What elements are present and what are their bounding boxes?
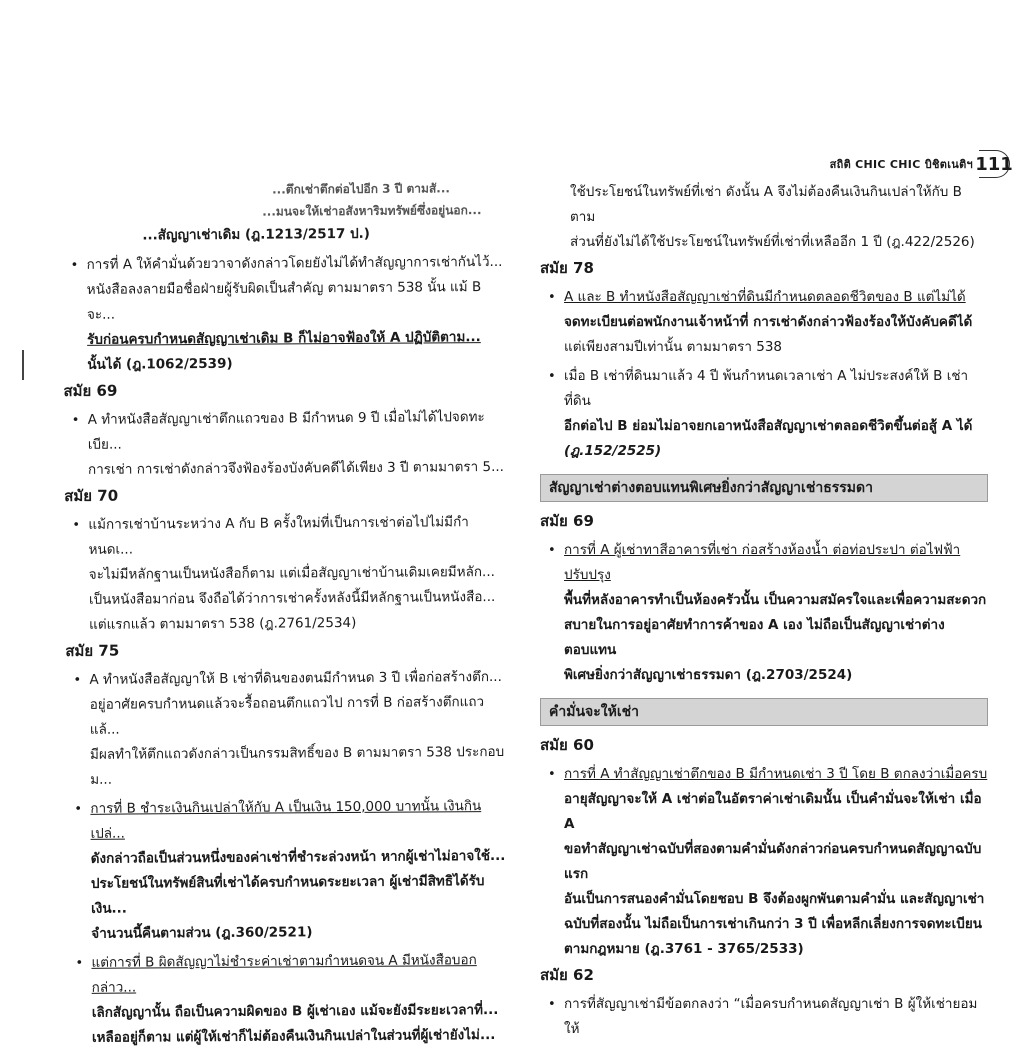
item-line: A และ B ทำหนังสือสัญญาเช่าที่ดินมีกำหนดตลอดชีวิตของ B แต่ไม่ได้	[564, 289, 966, 305]
section-title-box: คำมั่นจะให้เช่า	[540, 698, 988, 726]
page-number: 111	[979, 150, 1010, 178]
list-item	[540, 538, 988, 688]
text-fragment: ...สัญญาเช่าเดิม (ฎ.1213/2517 ป.)	[142, 225, 371, 244]
item-line: ขอทำสัญญาเช่าฉบับที่สองตามคำมั่นดังกล่าวก่อนครบกำหนดสัญญาฉบับแรก	[564, 841, 982, 882]
margin-mark	[22, 350, 24, 380]
item-line: การที่สัญญาเช่ามีข้อตกลงว่า “เมื่อครบกำหนดสัญญาเช่า B ผู้ให้เช่ายอมให้	[564, 996, 978, 1037]
item-line: การเช่า การเช่าดังกล่าวจึงฟ้องร้องบังคับคดีได้เพียง 3 ปี ตามมาตรา 5...	[87, 458, 505, 478]
bullet-icon: •	[548, 767, 556, 782]
item-line: พื้นที่หลังอาคารทำเป็นห้องครัวนั้น เป็นความสมัครใจและเพื่อความสะดวก	[564, 592, 987, 608]
item-line: ฉบับที่สองนั้น ไม่ถือเป็นการเช่าเกินกว่า 3 ปี เพื่อหลีกเลี่ยงการจดทะเบียน	[564, 916, 982, 932]
section-heading: สมัย 60	[540, 736, 594, 754]
list-item	[64, 405, 505, 483]
bullet-icon: •	[548, 997, 556, 1012]
list-item	[540, 364, 988, 464]
item-line: A ทำหนังสือสัญญาเช่าตึกแถวของ B มีกำหนด 9 ปี เมื่อไม่ได้ไปจดทะเบีย...	[87, 409, 485, 453]
section-heading: สมัย 62	[540, 966, 594, 984]
item-line: ตามกฎหมาย (ฎ.3761 - 3765/2533)	[564, 941, 804, 957]
item-line: แต่เพียงสามปีเท่านั้น ตามมาตรา 538	[564, 339, 782, 355]
bullet-icon: •	[72, 517, 81, 533]
item-line: ประโยชน์ในทรัพย์สินที่เช่าได้ครบกำหนดระยะเวลา ผู้เช่ามีสิทธิได้รับเงิน...	[90, 873, 485, 917]
section-heading: สมัย 78	[540, 259, 594, 277]
text-fragment: ...ตึกเช่าตึกต่อไปอีก 3 ปี ตามสั...	[272, 181, 450, 197]
item-line: ใช้ประโยชน์ในทรัพย์ที่เช่า ดังนั้น A จึงไม่ต้องคืนเงินกินเปล่าให้กับ B ตาม	[570, 184, 962, 225]
section-heading: สมัย 69	[540, 512, 594, 530]
item-line: จดทะเบียนต่อพนักงานเจ้าหน้าที่ การเช่าดังกล่าวฟ้องร้องให้บังคับคดีได้	[564, 314, 973, 330]
running-title: สถิติ CHIC CHIC บิชิตเนติฯ	[829, 158, 973, 171]
section-heading: สมัย 69	[63, 381, 118, 400]
item-line: รับก่อนครบกำหนดสัญญาเช่าเดิม B ก็ไม่อาจฟ้องให้ A ปฏิบัติตาม...	[87, 329, 481, 348]
item-line: แต่แรกแล้ว ตามมาตรา 538 (ฎ.2761/2534)	[89, 614, 357, 633]
section-heading: สมัย 75	[65, 641, 120, 660]
bullet-icon: •	[548, 369, 556, 384]
section-heading: สมัย 70	[64, 486, 119, 505]
list-item	[540, 285, 988, 360]
text-fragment: ...มนจะให้เช่าอสังหาริมทรัพย์ซึ่งอยู่นอก...	[262, 203, 482, 219]
list-item	[63, 250, 504, 378]
bullet-icon: •	[70, 257, 79, 273]
item-line: เมื่อ B เช่าที่ดินมาแล้ว 4 ปี พ้นกำหนดเวลาเช่า A ไม่ประสงค์ให้ B เช่าที่ดิน	[564, 368, 969, 409]
running-header	[829, 150, 1013, 178]
item-line: เหลืออยู่ก็ตาม แต่ผู้ให้เช่าก็ไม่ต้องคืนเงินกินเปล่าในส่วนที่ผู้เช่ายังไม่...	[91, 1026, 496, 1046]
item-line: ดังกล่าวถือเป็นส่วนหนึ่งของค่าเช่าที่ชำระล่วงหน้า หากผู้เช่าไม่อาจใช้...	[90, 847, 506, 867]
item-line: อยู่อาศัยครบกำหนดแล้วจะรื้อถอนตึกแถวไป การที่ B ก่อสร้างตึกแถวแล้...	[89, 694, 485, 738]
item-line: การที่ A ให้คำมั่นด้วยวาจาดังกล่าวโดยยังไม่ได้ทำสัญญาการเช่ากันไว้...	[86, 253, 503, 273]
item-line: การที่ A ผู้เช่าทาสีอาคารที่เช่า ก่อสร้างห้องน้ำ ต่อท่อประปา ต่อไฟฟ้า ปรับปรุง	[564, 542, 961, 583]
item-line: หนังสือลงลายมือชื่อฝ่ายผู้รับผิดเป็นสำคัญ ตามมาตรา 538 นั้น แม้ B จะ...	[86, 279, 482, 323]
bullet-icon: •	[71, 412, 80, 428]
list-item	[66, 794, 507, 947]
item-line: พิเศษยิ่งกว่าสัญญาเช่าธรรมดา (ฎ.2703/2524)	[564, 667, 853, 683]
list-item	[64, 510, 505, 638]
item-line: (ฎ.152/2525)	[564, 443, 662, 459]
bullet-icon: •	[73, 672, 82, 688]
item-line: อันเป็นการสนองคำมั่นโดยชอบ B จึงต้องผูกพันตามคำมั่น และสัญญาเช่า	[564, 891, 985, 907]
item-line: สบายในการอยู่อาศัยทำการค้าของ A เอง ไม่ถือเป็นสัญญาเช่าต่างตอบแทน	[564, 617, 945, 658]
section-title-box: สัญญาเช่าต่างตอบแทนพิเศษยิ่งกว่าสัญญาเช่าธรรมดา	[540, 474, 988, 502]
list-item	[540, 762, 988, 962]
item-line: อีกต่อไป B ย่อมไม่อาจยกเอาหนังสือสัญญาเช่าตลอดชีวิตขึ้นต่อสู้ A ได้	[564, 418, 973, 434]
item-line: นั้นได้ (ฎ.1062/2539)	[87, 355, 233, 373]
item-line: A ทำหนังสือสัญญาให้ B เช่าที่ดินของตนมีกำหนด 3 ปี เพื่อก่อสร้างตึก...	[89, 668, 502, 688]
list-item	[67, 948, 508, 1051]
list-item	[540, 992, 988, 1042]
item-line: แม้การเช่าบ้านระหว่าง A กับ B ครั้งใหม่ที่เป็นการเช่าต่อไปไม่มีกำหนดเ...	[88, 514, 469, 558]
item-line: จะไม่มีหลักฐานเป็นหนังสือก็ตาม แต่เมื่อสัญญาเช่าบ้านเดิมเคยมีหลัก...	[88, 563, 495, 583]
item-line: เลิกสัญญานั้น ถือเป็นความผิดของ B ผู้เช่าเอง แม้จะยังมีระยะเวลาที่...	[91, 1001, 499, 1021]
bullet-icon: •	[548, 543, 556, 558]
item-line: แต่การที่ B ผิดสัญญาไม่ชำระค่าเช่าตามกำหนดจน A มีหนังสือบอกกล่าว...	[91, 952, 477, 996]
item-line: มีผลทำให้ตึกแถวดังกล่าวเป็นกรรมสิทธิ์ของ B ตามมาตรา 538 ประกอบม...	[89, 743, 505, 788]
item-line: การที่ B ชำระเงินกินเปล่าให้กับ A เป็นเงิน 150,000 บาทนั้น เงินกินเปล่...	[90, 798, 482, 842]
list-item	[65, 665, 506, 793]
item-line: จำนวนนี้คืนตามส่วน (ฎ.360/2521)	[91, 924, 313, 942]
bullet-icon: •	[75, 955, 84, 971]
item-line: การที่ A ทำสัญญาเช่าตึกของ B มีกำหนดเช่า 3 ปี โดย B ตกลงว่าเมื่อครบ	[564, 766, 988, 782]
item-line: เป็นหนังสือมาก่อน จึงถือได้ว่าการเช่าครั้งหลังนี้มีหลักฐานเป็นหนังสือ...	[88, 588, 496, 608]
item-line: อายุสัญญาจะให้ A เช่าต่อในอัตราค่าเช่าเดิมนั้น เป็นคำมั่นจะให้เช่า เมื่อ A	[564, 791, 982, 832]
item-line: ส่วนที่ยังไม่ได้ใช้ประโยชน์ในทรัพย์ที่เช่าที่เหลืออีก 1 ปี (ฎ.422/2526)	[570, 234, 975, 250]
left-page-column	[62, 177, 508, 1051]
right-page-column	[540, 180, 988, 1042]
bullet-icon: •	[74, 801, 83, 817]
bullet-icon: •	[548, 290, 556, 305]
